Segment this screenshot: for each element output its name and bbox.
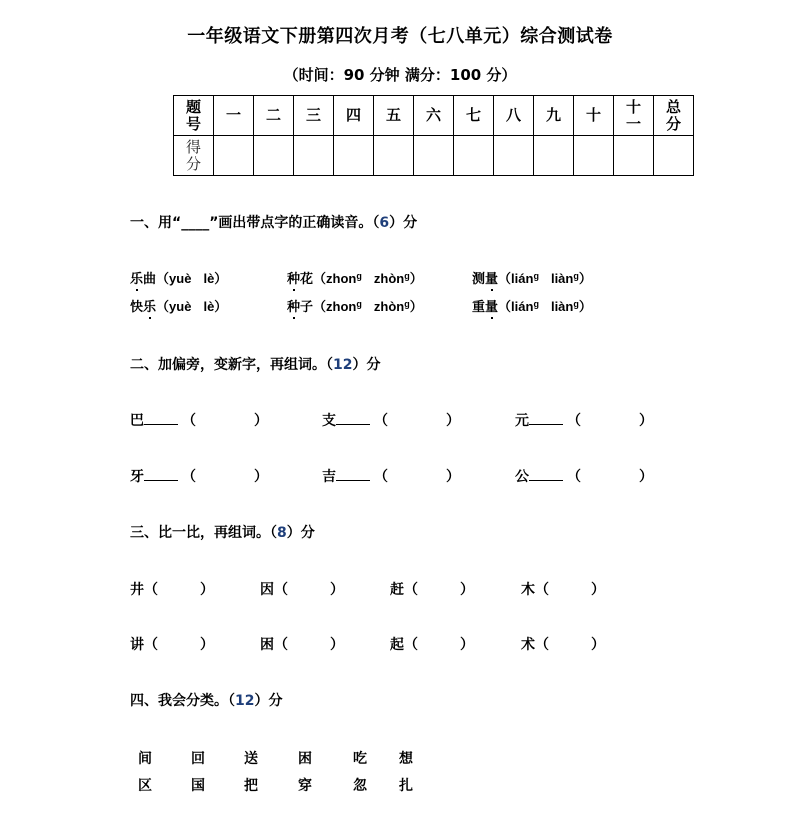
compare-item — [521, 579, 605, 599]
stacked-label: 题号 — [186, 97, 202, 133]
paren-open: （ — [535, 637, 549, 653]
word-char: 量 — [485, 296, 498, 315]
pinyin-option[interactable]: zhòn — [373, 271, 405, 286]
word-char: 乐 — [130, 268, 143, 287]
col-header: 六 — [414, 96, 454, 136]
classify-char: 送 — [244, 751, 258, 767]
compare-item — [130, 579, 214, 599]
radical-item — [515, 466, 653, 486]
score-table-score-row — [174, 136, 694, 176]
radical-item — [130, 410, 268, 430]
pinyin-option-sup: g — [533, 271, 539, 281]
paren-close: ） — [578, 272, 592, 287]
pinyin-item — [287, 268, 423, 287]
col-header: 一 — [214, 96, 254, 136]
score-cell[interactable] — [574, 136, 614, 176]
pinyin-option[interactable]: lián — [511, 271, 534, 286]
pinyin-item — [130, 268, 227, 287]
classify-char: 区 — [138, 778, 152, 794]
radical-blank[interactable] — [336, 412, 370, 425]
classify-char: 把 — [244, 778, 258, 794]
paren-open: （ — [404, 637, 418, 653]
paren-close: ） — [578, 300, 592, 315]
col-header: 三 — [294, 96, 334, 136]
radical-item — [322, 466, 460, 486]
paren-close: ） — [200, 582, 214, 598]
word-char: 种 — [287, 296, 300, 315]
paren-open: （ — [374, 469, 388, 485]
paren-open: （ — [274, 637, 288, 653]
base-char: 困 — [260, 637, 274, 653]
section1-heading — [130, 212, 417, 232]
paren-open: （ — [144, 637, 158, 653]
paren-close: ） — [446, 469, 460, 485]
score-cell[interactable] — [494, 136, 534, 176]
compare-item — [390, 634, 474, 654]
radical-item — [515, 410, 653, 430]
classify-char: 穿 — [298, 778, 312, 794]
paren-close: ） — [330, 637, 344, 653]
classify-char: 国 — [191, 778, 205, 794]
base-char: 牙 — [130, 469, 144, 485]
col-header: 七 — [454, 96, 494, 136]
pinyin-option[interactable]: lè — [203, 299, 215, 314]
paren-close: ） — [254, 413, 268, 429]
radical-blank[interactable] — [144, 468, 178, 481]
paren-close: ） — [200, 637, 214, 653]
section2-suffix: ）分 — [352, 357, 381, 373]
col-header-stacked — [654, 96, 694, 136]
radical-blank[interactable] — [529, 468, 563, 481]
compare-item — [260, 579, 344, 599]
classify-char: 困 — [298, 751, 312, 767]
pinyin-option[interactable]: yuè — [169, 299, 192, 314]
paren-close: ） — [591, 637, 605, 653]
base-char: 因 — [260, 582, 274, 598]
score-cell[interactable] — [654, 136, 694, 176]
base-char: 巴 — [130, 413, 144, 429]
pinyin-item — [130, 296, 227, 315]
section1-blank: ____ — [181, 215, 210, 231]
classify-char: 吃 — [353, 751, 367, 767]
pinyin-option[interactable]: zhòn — [373, 299, 405, 314]
word-char: 子 — [300, 300, 314, 315]
paren-close: ） — [639, 413, 653, 429]
paren-open: （ — [274, 582, 288, 598]
pinyin-option-sup: g — [573, 299, 579, 309]
pinyin-option[interactable]: lián — [511, 299, 534, 314]
pinyin-item — [287, 296, 423, 315]
col-header: 五 — [374, 96, 414, 136]
paren-open: （ — [182, 413, 196, 429]
score-cell[interactable] — [454, 136, 494, 176]
paren-open: （ — [313, 272, 327, 287]
word-char: 花 — [300, 272, 314, 287]
paren-close: ） — [446, 413, 460, 429]
radical-item — [322, 410, 460, 430]
paren-open: （ — [182, 469, 196, 485]
radical-blank[interactable] — [529, 412, 563, 425]
radical-blank[interactable] — [336, 468, 370, 481]
word-char: 快 — [130, 300, 144, 315]
section2-heading — [130, 354, 380, 374]
word-char: 测 — [472, 272, 486, 287]
paren-open: （ — [156, 300, 170, 315]
score-row-label — [174, 136, 214, 176]
classify-char: 忽 — [353, 778, 367, 794]
paren-open: （ — [498, 272, 512, 287]
paren-close: ） — [639, 469, 653, 485]
classify-char: 想 — [399, 751, 413, 767]
word-char: 种 — [287, 268, 300, 287]
paren-open: （ — [498, 300, 512, 315]
base-char: 井 — [130, 582, 144, 598]
section1-prefix: 一、用“ — [130, 215, 182, 231]
paren-close: ） — [214, 272, 228, 287]
score-cell[interactable] — [334, 136, 374, 176]
section1-text: ”画出带点字的正确读音。（ — [209, 215, 380, 231]
stacked-label: 得分 — [186, 137, 202, 173]
header-row-label — [174, 96, 214, 136]
compare-item — [260, 634, 344, 654]
col-header: 十 — [574, 96, 614, 136]
paren-close: ） — [460, 582, 474, 598]
col-header: 二 — [254, 96, 294, 136]
word-char: 重 — [472, 300, 486, 315]
section3-score: 8 — [277, 525, 287, 541]
radical-item — [130, 466, 268, 486]
word-char: 乐 — [143, 296, 156, 315]
score-cell[interactable] — [374, 136, 414, 176]
paren-close: ） — [254, 469, 268, 485]
paren-open: （ — [313, 300, 327, 315]
base-char: 赶 — [390, 582, 404, 598]
score-cell[interactable] — [534, 136, 574, 176]
paren-open: （ — [535, 582, 549, 598]
base-char: 术 — [521, 637, 535, 653]
pinyin-option-sup: g — [533, 299, 539, 309]
pinyin-item — [472, 296, 592, 315]
base-char: 讲 — [130, 637, 144, 653]
base-char: 木 — [521, 582, 535, 598]
paren-close: ） — [409, 300, 423, 315]
pinyin-option-sup: g — [356, 271, 362, 281]
paren-close: ） — [460, 637, 474, 653]
section3-text: 三、比一比，再组词。（ — [130, 525, 277, 541]
paren-close: ） — [409, 272, 423, 287]
base-char: 起 — [390, 637, 404, 653]
section3-heading — [130, 522, 315, 542]
paren-open: （ — [374, 413, 388, 429]
radical-blank[interactable] — [144, 412, 178, 425]
section1-score: 6 — [379, 215, 390, 231]
col-header: 四 — [334, 96, 374, 136]
pinyin-option[interactable]: lè — [203, 271, 215, 286]
pinyin-option[interactable]: liàn — [550, 271, 574, 286]
stacked-label: 十一 — [626, 97, 642, 133]
pinyin-option[interactable]: yuè — [169, 271, 192, 286]
paren-open: （ — [567, 413, 581, 429]
score-table — [173, 95, 694, 176]
score-table-header-row — [174, 96, 694, 136]
exam-title: 一年级语文下册第四次月考（七八单元）综合测试卷 — [187, 26, 613, 47]
paren-close: ） — [214, 300, 228, 315]
base-char: 支 — [322, 413, 336, 429]
base-char: 公 — [515, 469, 529, 485]
classify-char: 间 — [138, 751, 152, 767]
base-char: 元 — [515, 413, 529, 429]
pinyin-option-sup: g — [573, 271, 579, 281]
pinyin-option[interactable]: zhon — [326, 299, 357, 314]
score-cell[interactable] — [414, 136, 454, 176]
section3-suffix: ）分 — [286, 525, 315, 541]
pinyin-option-sup: g — [356, 299, 362, 309]
word-char: 量 — [485, 268, 498, 287]
compare-item — [390, 579, 474, 599]
section2-text: 二、加偏旁，变新字，再组词。（ — [130, 357, 333, 373]
paren-open: （ — [144, 582, 158, 598]
col-header-stacked — [614, 96, 654, 136]
section4-score: 12 — [235, 693, 255, 709]
classify-char: 扎 — [399, 778, 413, 794]
pinyin-item — [472, 268, 592, 287]
section4-heading — [130, 690, 282, 710]
score-cell[interactable] — [214, 136, 254, 176]
compare-item — [521, 634, 605, 654]
col-header: 八 — [494, 96, 534, 136]
score-cell[interactable] — [614, 136, 654, 176]
pinyin-option-sup: g — [404, 271, 410, 281]
col-header: 九 — [534, 96, 574, 136]
word-char: 曲 — [143, 272, 157, 287]
base-char: 吉 — [322, 469, 336, 485]
pinyin-option-sup: g — [404, 299, 410, 309]
paren-open: （ — [404, 582, 418, 598]
paren-close: ） — [591, 582, 605, 598]
section2-score: 12 — [333, 357, 353, 373]
score-cell[interactable] — [254, 136, 294, 176]
section4-suffix: ）分 — [254, 693, 283, 709]
stacked-label: 总分 — [666, 97, 682, 133]
paren-open: （ — [567, 469, 581, 485]
classify-char: 回 — [191, 751, 205, 767]
exam-subtitle: （时间：90 分钟 满分：100 分） — [283, 66, 517, 84]
section4-text: 四、我会分类。（ — [130, 693, 235, 709]
pinyin-option[interactable]: liàn — [550, 299, 574, 314]
paren-open: （ — [156, 272, 170, 287]
score-cell[interactable] — [294, 136, 334, 176]
compare-item — [130, 634, 214, 654]
paren-close: ） — [330, 582, 344, 598]
pinyin-option[interactable]: zhon — [326, 271, 357, 286]
section1-suffix: ）分 — [389, 215, 418, 231]
